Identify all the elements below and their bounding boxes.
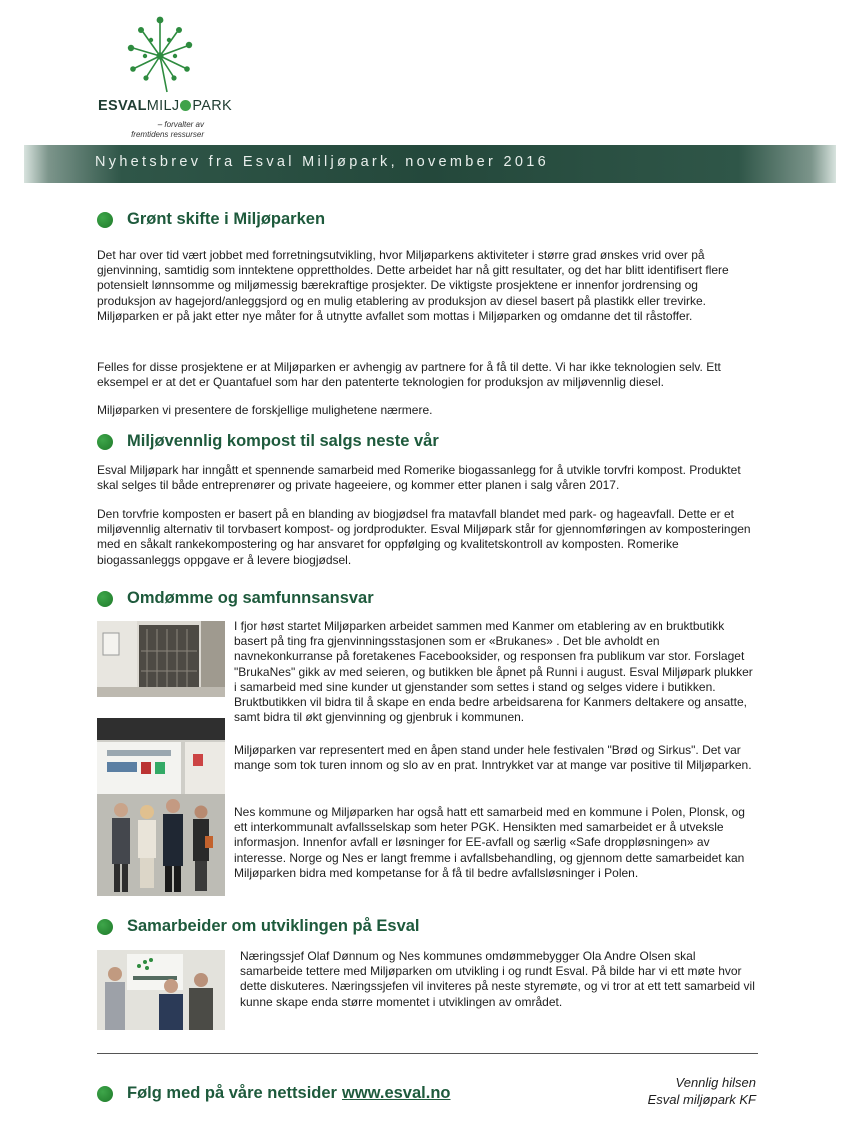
company-logo: [88, 12, 238, 137]
logo-wordmark: [98, 98, 232, 114]
section-heading-omdomme: [97, 589, 374, 608]
footer-divider: [97, 1053, 758, 1054]
website-link[interactable]: www.esval.no: [341, 1084, 451, 1102]
paragraph: Næringssjef Olaf Dønnum og Nes kommunes omdømmebygger Ola Andre Olsen skal samarbeide tettere med Miljøparken om utvikling i og rundt Esval. På bilde har vi ett møte hvor dette diskuteres. Næringssjefen vil inviteres på neste styremøte, og vi tror at ett tett samarbeid vil kunne skape enda større momentet i utviklingen av området.: [240, 949, 755, 1009]
paragraph: Miljøparken vi presentere de forskjellige mulighetene nærmere.: [97, 403, 433, 417]
section-heading-kompost: [97, 432, 439, 451]
photo-meeting: [97, 950, 225, 1030]
tagline-line-1: – forvalter av: [157, 120, 204, 129]
paragraph: Nes kommune og Miljøparken har også hatt ett samarbeid med en kommune i Polen, Plonsk, og ett interkommunalt avfallsselskap som heter PGK. Hensikten med samarbeidet er å utveksle informasjon. Innenfor avfall er løsninger for EE-avfall og særlig «Safe droppløsningen» av interesse. Norge og Nes er langt fremme i avfallsbehandling, og gjennom dette samarbeidet kan Miljøparken bidra med kompetanse for å få til bedre avfallsløsninger i Polen.: [234, 805, 745, 880]
section-heading-samarbeider: [97, 917, 420, 936]
footer-lead-text: Følg med på våre nettsider: [127, 1084, 337, 1102]
green-bullet-icon: [97, 591, 113, 607]
green-bullet-icon: [97, 1086, 113, 1102]
footer-follow: [97, 1084, 451, 1103]
logo-tagline: [124, 120, 204, 140]
section-title: Miljøvennlig kompost til salgs neste vår: [127, 432, 439, 450]
green-bullet-icon: [97, 434, 113, 450]
logo-dot-icon: [180, 100, 191, 111]
paragraph: Det har over tid vært jobbet med forretningsutvikling, hvor Miljøparkens aktiviteter i større grad ønskes vrid over på gjenvinning, samtidig som inntektene opprettholdes. Dette arbeidet har nå gitt resultater, og det har blitt identifisert flere potensielt lønnsomme og miljømessig bærekraftige prosjekter. De viktigste prosjektene er innenfor jordrensing og produksjon av hagejord/anleggsjord og en mulig etablering av produksjon av diesel basert på plastikk eller trevirke. Miljøparken er på jakt etter nye måter for å utnytte avfallet som mottas i Miljøparken og omdanne det til råstoffer.: [97, 248, 729, 323]
green-bullet-icon: [97, 919, 113, 935]
logo-flower-icon: [125, 12, 195, 96]
section-title: Grønt skifte i Miljøparken: [127, 210, 326, 228]
signature: [648, 1074, 756, 1108]
green-bullet-icon: [97, 212, 113, 228]
signature-greeting: Vennlig hilsen: [675, 1075, 756, 1090]
logo-word-milj: MILJ: [146, 98, 180, 114]
signature-sender: Esval miljøpark KF: [647, 1092, 756, 1107]
paragraph: Miljøparken var representert med en åpen stand under hele festivalen "Brød og Sirkus". Det var mange som tok turen innom og slo av en prat. Inntrykket var at mange var positive til Miljøparken.: [234, 743, 752, 773]
section-title: Omdømme og samfunnsansvar: [127, 589, 374, 607]
section-heading-gront-skifte: [97, 210, 325, 229]
section-title: Samarbeider om utviklingen på Esval: [127, 917, 420, 935]
paragraph: Felles for disse prosjektene er at Miljøparken er avhengig av partnere for å få til dette. Vi har ikke teknologien selv. Ett eksempel er at det er Quantafuel som har den patenterte teknologien for produksjon av miljøvennlig diesel.: [97, 360, 721, 390]
photo-bruktbutikk: [97, 621, 225, 697]
paragraph: Esval Miljøpark har inngått et spennende samarbeid med Romerike biogassanlegg for å utvikle torvfri kompost. Produktet skal selges til både entreprenører og private hageeiere, og kommer etter planen i salg våren 2017.: [97, 463, 741, 493]
logo-word-bold: ESVAL: [98, 98, 147, 114]
banner-title: Nyhetsbrev fra Esval Miljøpark, november 2016: [95, 154, 549, 170]
paragraph: Den torvfrie komposten er basert på en blanding av biogjødsel fra matavfall blandet med park- og hageavfall. Dette er et miljøvennlig alternativ til torvbasert kompost- og jordprodukter. Esval Miljøpark står for gjennomføringen av komposteringen med en såkalt rankekompostering og har ansvaret for oppfølging og kvalitetskontroll av komposten. Romerike biogassanleggs oppgave er å levere biogjødsel.: [97, 507, 751, 567]
paragraph: I fjor høst startet Miljøparken arbeidet sammen med Kanmer om etablering av en bruktbutikk basert på ting fra gjenvinningsstasjonen som er «Brukanes» . Det ble avholdt en navnekonkurranse på foretakenes Facebooksider, og responsen fra publikum var stor. Forslaget "BrukaNes" gikk av med seieren, og butikken ble åpnet på Runni i august. Esval Miljøpark plukker i samarbeid med sine kunder ut gjenstander som settes i stand og selges videre i butikken. Bruktbutikken vil bidra til å skape en enda bedre arbeidsarena for Kanmers deltakere og ansatte, samt bidra til økt gjenvinning og gjenbruk i kommunen.: [234, 619, 753, 725]
photo-stand-group: [97, 718, 225, 896]
newsletter-banner: [24, 145, 836, 183]
logo-word-park: PARK: [192, 98, 233, 114]
tagline-line-2: fremtidens ressurser: [131, 130, 204, 139]
